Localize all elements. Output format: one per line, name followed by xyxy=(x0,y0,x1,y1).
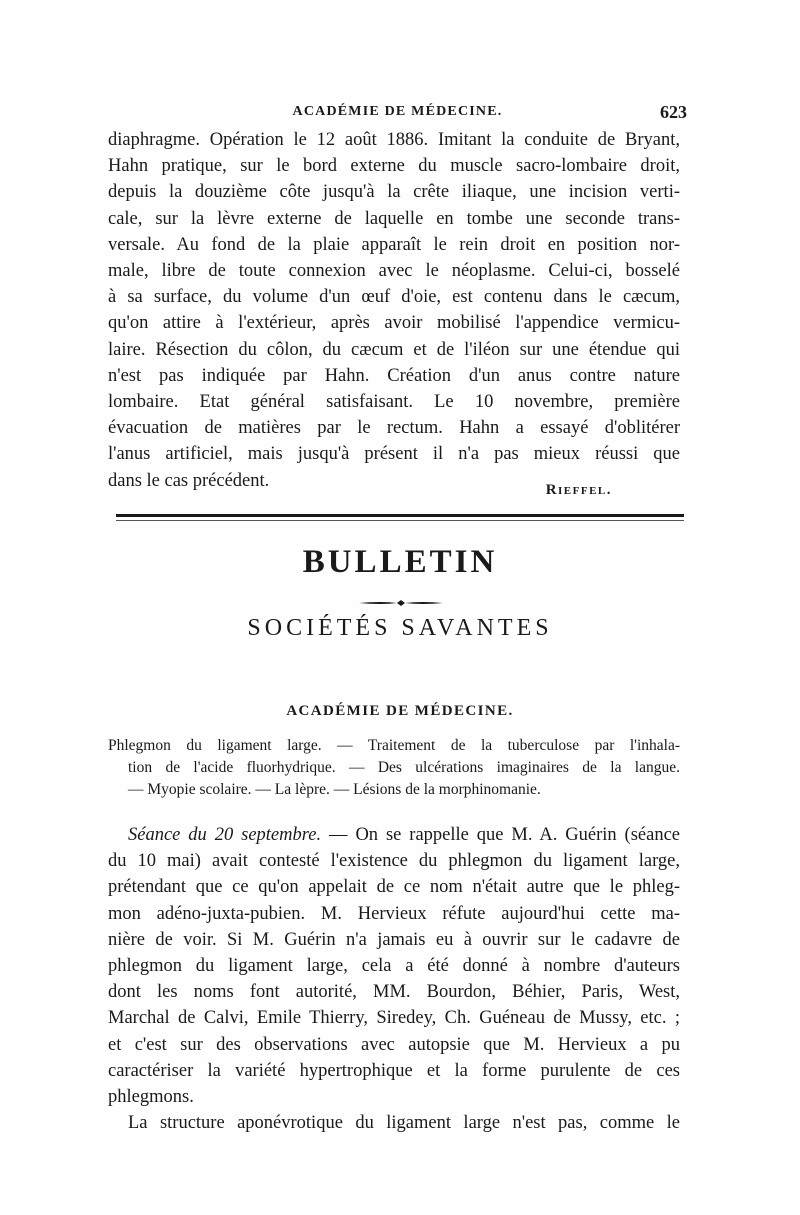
text-line: phlegmons. xyxy=(108,1087,194,1108)
text-line: versale. Au fond de la plaie apparaît le rein droit en position nor- xyxy=(108,234,680,255)
text-line: mon adéno-juxta-pubien. M. Hervieux réfute aujourd'hui cette ma- xyxy=(108,903,680,924)
text-line: male, libre de toute connexion avec le néoplasme. Celui-ci, bosselé xyxy=(108,261,680,282)
text-line: du 10 mai) avait contesté l'existence du phlegmon du ligament large, xyxy=(108,851,680,872)
text-line: depuis la douzième côte jusqu'à la crête iliaque, une incision verti- xyxy=(108,182,680,203)
seance-first-line: — On se rappelle que M. A. Guérin (séance xyxy=(321,825,681,845)
section-divider-thin xyxy=(116,520,684,521)
text-line: à sa surface, du volume d'un œuf d'oie, est contenu dans le cæcum, xyxy=(108,287,680,308)
text-line: n'est pas indiquée par Hahn. Création d'un anus contre nature xyxy=(108,365,680,386)
societes-heading: SOCIÉTÉS SAVANTES xyxy=(247,615,553,641)
section-summary xyxy=(108,735,680,801)
text-line xyxy=(108,822,680,848)
text-line: laire. Résection du côlon, du cæcum et de l'iléon sur une étendue qui xyxy=(108,339,680,360)
running-title: ACADÉMIE DE MÉDECINE. xyxy=(292,104,503,119)
text-line: évacuation de matières par le rectum. Hahn a essayé d'oblitérer xyxy=(108,418,680,439)
text-line: Hahn pratique, sur le bord externe du muscle sacro-lombaire droit, xyxy=(108,156,680,177)
section-title: ACADÉMIE DE MÉDECINE. xyxy=(286,703,514,719)
text-line: phlegmon du ligament large, cela a été donné à nombre d'auteurs xyxy=(108,956,680,977)
page-number: 623 xyxy=(660,102,687,122)
text-line: La structure aponévrotique du ligament large n'est pas, comme le xyxy=(128,1113,680,1134)
text-line: dans le cas précédent. xyxy=(108,470,270,491)
text-line: l'anus artificiel, mais jusqu'à présent il n'a pas mieux réussi que xyxy=(108,444,680,465)
text-line: Marchal de Calvi, Emile Thierry, Siredey, Ch. Guéneau de Mussy, etc. ; xyxy=(108,1008,680,1029)
text-line: et c'est sur des observations avec autopsie que M. Hervieux a pu xyxy=(108,1034,680,1055)
continued-paragraph xyxy=(108,127,680,494)
text-line: qu'on attire à l'extérieur, après avoir mobilisé l'appendice vermicu- xyxy=(108,313,680,334)
bulletin-heading: BULLETIN xyxy=(302,544,498,580)
ornament-dash-icon xyxy=(359,598,443,608)
author-signature: Rieffel. xyxy=(545,482,612,498)
text-line: caractériser la variété hypertrophique et la forme purulente de ces xyxy=(108,1060,680,1081)
text-line: prétendant que ce qu'on appelait de ce nom n'était autre que le phleg- xyxy=(108,877,680,898)
text-line: cale, sur la lèvre externe de laquelle en tombe une seconde trans- xyxy=(108,208,680,229)
summary-line: — Myopie scolaire. — La lèpre. — Lésions de la morphinomanie. xyxy=(128,781,541,798)
summary-line: tion de l'acide fluorhydrique. — Des ulcérations imaginaires de la langue. xyxy=(128,759,680,776)
section-divider-thick xyxy=(116,514,684,517)
running-header xyxy=(110,104,685,126)
text-line: nière de voir. Si M. Guérin n'a jamais eu à ouvrir sur le cadavre de xyxy=(108,929,680,950)
text-line: diaphragme. Opération le 12 août 1886. Imitant la conduite de Bryant, xyxy=(108,130,680,150)
text-line: dont les noms font autorité, MM. Bourdon, Béhier, Paris, West, xyxy=(108,982,680,1003)
summary-line: Phlegmon du ligament large. — Traitement de la tuberculose par l'inhala- xyxy=(108,737,680,754)
seance-date: Séance du 20 septembre. xyxy=(128,825,322,845)
seance-paragraph xyxy=(108,822,680,1136)
text-line: lombaire. Etat général satisfaisant. Le 10 novembre, première xyxy=(108,392,680,413)
